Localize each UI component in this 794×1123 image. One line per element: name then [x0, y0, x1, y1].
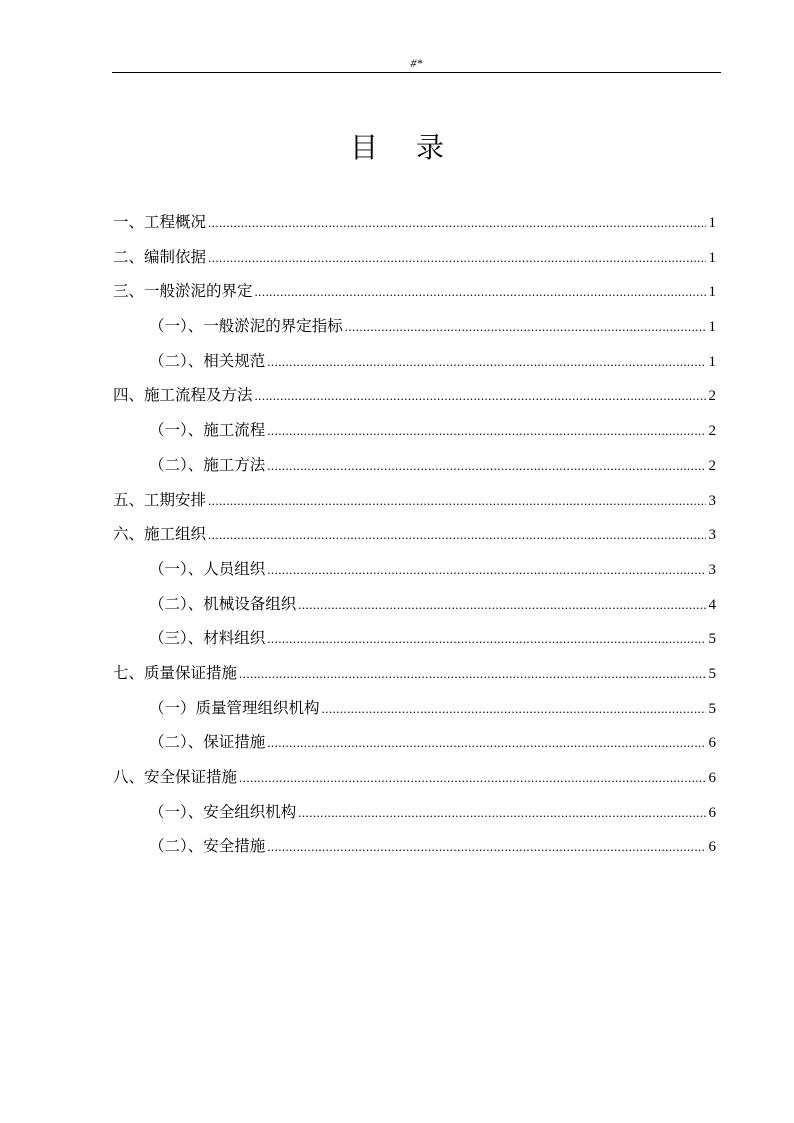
toc-entry[interactable]	[113, 656, 716, 691]
toc-entry-page: 6	[708, 839, 716, 856]
toc-leader-dots	[255, 275, 706, 310]
toc-entry-page: 6	[708, 735, 716, 752]
toc-leader-dots	[322, 692, 706, 727]
toc-entry[interactable]	[113, 760, 716, 795]
toc-entry-label: （二）、机械设备组织	[149, 594, 297, 613]
toc-leader-dots	[208, 518, 706, 553]
toc-entry-label: （一）、人员组织	[149, 559, 266, 578]
toc-entry[interactable]	[113, 552, 716, 587]
toc-entry-page: 3	[708, 492, 716, 509]
toc-leader-dots	[298, 588, 706, 623]
toc-entry[interactable]	[113, 517, 716, 552]
toc-entry[interactable]	[113, 483, 716, 518]
toc-entry-page: 2	[708, 388, 716, 405]
toc-entry[interactable]	[113, 413, 716, 448]
toc-entry-page: 5	[708, 631, 716, 648]
toc-leader-dots	[208, 206, 706, 241]
toc-leader-dots	[239, 761, 706, 796]
toc-entry-page: 2	[708, 457, 716, 474]
toc-leader-dots	[345, 310, 706, 345]
toc-entry-page: 5	[708, 700, 716, 717]
toc-entry[interactable]	[113, 309, 716, 344]
page-title: 目录	[349, 131, 482, 164]
page-header: #*	[410, 56, 423, 70]
toc-entry[interactable]	[113, 378, 716, 413]
toc-entry[interactable]	[113, 725, 716, 760]
toc-entry[interactable]	[113, 205, 716, 240]
toc-entry[interactable]	[113, 691, 716, 726]
toc-entry-page: 6	[708, 804, 716, 821]
toc-entry[interactable]	[113, 344, 716, 379]
toc-entry-page: 5	[708, 665, 716, 682]
toc-entry[interactable]	[113, 621, 716, 656]
toc-entry-page: 1	[708, 284, 716, 301]
toc-entry-page: 2	[708, 423, 716, 440]
toc-entry[interactable]	[113, 274, 716, 309]
toc-leader-dots	[298, 796, 706, 831]
toc-entry-page: 6	[708, 770, 716, 786]
toc-entry-label: （一）、安全组织机构	[149, 802, 297, 821]
toc-entry-label: （一）、施工流程	[149, 421, 266, 440]
toc-entry-label: 二、编制依据	[113, 247, 207, 266]
toc-entry-label: 一、工程概况	[113, 213, 207, 231]
toc-entry-label: 八、安全保证措施	[113, 768, 238, 786]
toc-entry[interactable]	[113, 240, 716, 275]
toc-entry[interactable]	[113, 829, 716, 864]
table-of-contents	[113, 205, 716, 864]
header-rule	[112, 72, 721, 73]
toc-entry-label: （三）、材料组织	[149, 629, 266, 648]
toc-leader-dots	[208, 484, 706, 519]
toc-entry-label: （二）、安全措施	[149, 837, 266, 856]
toc-entry-label: （一）质量管理组织机构	[149, 698, 320, 717]
toc-entry-label: （二）、相关规范	[149, 351, 266, 370]
toc-leader-dots	[267, 622, 706, 657]
toc-entry[interactable]	[113, 587, 716, 622]
toc-leader-dots	[267, 830, 706, 865]
toc-entry-page: 1	[708, 353, 716, 370]
toc-entry-page: 4	[708, 596, 716, 613]
toc-entry[interactable]	[113, 448, 716, 483]
toc-leader-dots	[267, 414, 706, 449]
toc-entry-label: 三、一般淤泥的界定	[113, 282, 253, 301]
toc-entry-page: 1	[708, 319, 716, 336]
toc-entry-label: 五、工期安排	[113, 490, 207, 509]
toc-entry-page: 3	[708, 561, 716, 578]
toc-entry-label: （二）、施工方法	[149, 455, 266, 474]
toc-entry[interactable]	[113, 795, 716, 830]
toc-leader-dots	[267, 726, 706, 761]
toc-entry-label: 四、施工流程及方法	[113, 386, 253, 405]
toc-leader-dots	[267, 345, 706, 380]
toc-leader-dots	[208, 241, 706, 276]
toc-leader-dots	[239, 657, 706, 692]
toc-entry-label: 六、施工组织	[113, 525, 207, 544]
toc-entry-page: 1	[708, 249, 716, 266]
toc-entry-label: （二）、保证措施	[149, 733, 266, 752]
toc-entry-page: 3	[708, 527, 716, 544]
toc-leader-dots	[267, 449, 706, 484]
toc-entry-label: （一）、一般淤泥的界定指标	[149, 317, 343, 336]
toc-entry-label: 七、质量保证措施	[113, 663, 238, 682]
toc-entry-page: 1	[708, 215, 716, 231]
toc-leader-dots	[255, 379, 706, 414]
toc-leader-dots	[267, 553, 706, 588]
